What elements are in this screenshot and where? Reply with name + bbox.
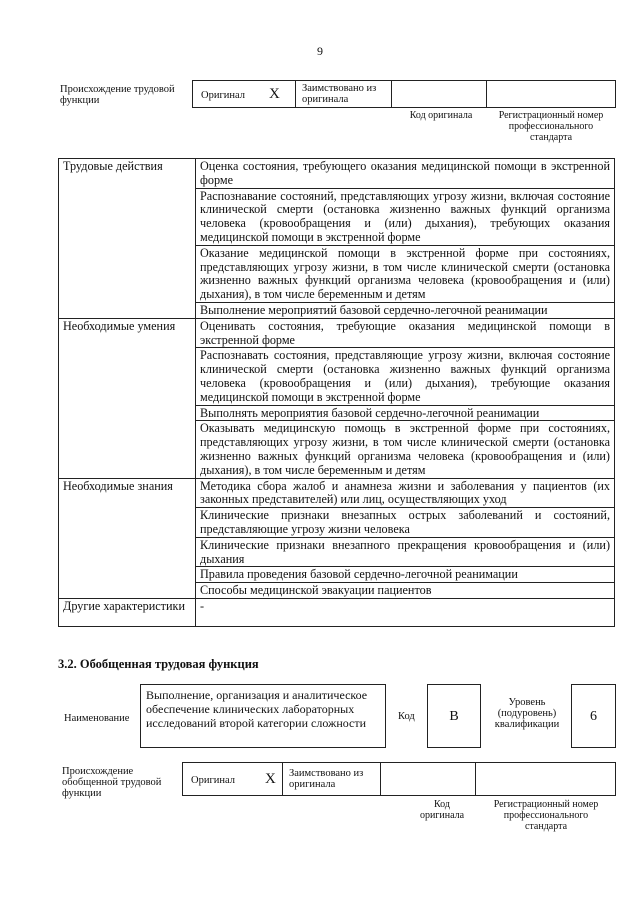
reg-number-cell	[475, 762, 616, 796]
borrowed-label: Заимствовано из оригинала	[302, 83, 377, 105]
origin-label: Происхождение трудовой функции	[60, 84, 175, 106]
generalized-origin-label: Происхождение обобщенной трудовой функции	[62, 766, 162, 799]
borrowed-cell	[295, 80, 392, 108]
level-label: Уровень (подуровень) квалификации	[494, 697, 560, 730]
function-table	[58, 158, 615, 627]
table-cell: -	[196, 598, 615, 626]
reg-number-caption: Регистрационный номер профессионального стандарта	[493, 799, 599, 832]
row-label: Трудовые действия	[59, 159, 196, 319]
table-cell: Распознавание состояний, представляющих угрозу жизни, включая состояние клинической смерти (остановка жизненно важных функций организма человека (кровообращения и (или) дыхания), требующих оказания медицинской помощи в экстренной форме	[196, 188, 615, 245]
original-label: Оригинал	[201, 90, 245, 101]
original-cell	[182, 762, 283, 796]
name-box	[140, 684, 386, 748]
row-label: Необходимые умения	[59, 318, 196, 478]
table-cell: Методика сбора жалоб и анамнеза жизни и заболевания у пациентов (их законных представителей) или лиц, осуществляющих уход	[196, 478, 615, 508]
original-mark: X	[265, 771, 276, 787]
original-label: Оригинал	[191, 775, 235, 786]
name-value: Выполнение, организация и аналитическое обеспечение клинических лабораторных исследований второй категории сложности	[146, 688, 368, 730]
borrowed-cell	[282, 762, 381, 796]
table-cell: Оценка состояния, требующего оказания медицинской помощи в экстренной форме	[196, 159, 615, 189]
code-box	[427, 684, 481, 748]
table-cell: Выполнять мероприятия базовой сердечно-легочной реанимации	[196, 405, 615, 421]
level-value: 6	[590, 709, 597, 724]
level-box	[571, 684, 616, 748]
table-cell: Выполнение мероприятий базовой сердечно-легочной реанимации	[196, 302, 615, 318]
table-cell: Правила проведения базовой сердечно-легочной реанимации	[196, 567, 615, 583]
table-cell: Оценивать состояния, требующие оказания медицинской помощи в экстренной форме	[196, 318, 615, 348]
table-cell: Клинические признаки внезапного прекращения кровообращения и (или) дыхания	[196, 537, 615, 567]
original-mark: X	[269, 86, 280, 102]
table-row	[59, 318, 615, 348]
table-cell: Способы медицинской эвакуации пациентов	[196, 583, 615, 599]
section-title: 3.2. Обобщенная трудовая функция	[58, 657, 259, 671]
row-label: Необходимые знания	[59, 478, 196, 598]
reg-number-caption: Регистрационный номер профессионального стандарта	[498, 110, 604, 143]
row-label: Другие характеристики	[59, 598, 196, 626]
table-cell: Оказывать медицинскую помощь в экстренной форме при состояниях, представляющих угрозу жизни, в том числе клинической смерти (остановка жизненно важных функций организма человека (кровообращения и (или) дыхания), в том числе беременным и детям	[196, 421, 615, 478]
name-label: Наименование	[64, 713, 130, 724]
table-cell: Распознавать состояния, представляющие угрозу жизни, включая состояние клинической смерти (остановка жизненно важных функций организма человека (кровообращения и (или) дыхания), требующие оказания медицинской помощи в экстренной форме	[196, 348, 615, 405]
code-value: B	[449, 709, 459, 724]
code-cell	[380, 762, 476, 796]
code-original-caption: Код оригинала	[419, 799, 465, 821]
original-cell	[192, 80, 296, 108]
code-label: Код	[398, 711, 415, 722]
code-original-caption: Код оригинала	[409, 110, 473, 121]
table-row	[59, 478, 615, 508]
code-cell	[391, 80, 487, 108]
table-cell: Оказание медицинской помощи в экстренной форме при состояниях, представляющих угрозу жизни, в том числе клинической смерти (остановка жизненно важных функций организма человека (кровообращения и (или) дыхания), в том числе беременным и детям	[196, 245, 615, 302]
reg-number-cell	[486, 80, 616, 108]
table-row	[59, 159, 615, 189]
borrowed-label: Заимствовано из оригинала	[289, 768, 364, 790]
table-cell: Клинические признаки внезапных острых заболеваний и состояний, представляющие угрозу жизни человека	[196, 508, 615, 538]
page-number: 9	[317, 44, 323, 58]
table-row	[59, 598, 615, 626]
